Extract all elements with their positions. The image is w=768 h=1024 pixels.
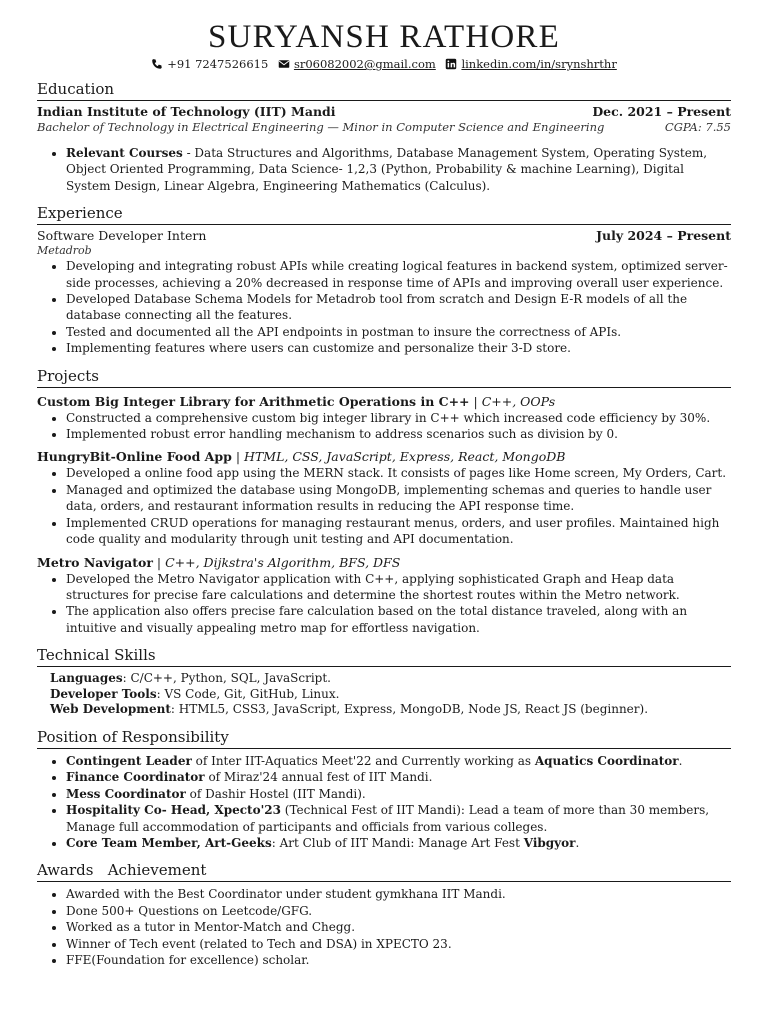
list-item (66, 802, 731, 835)
project-bullets (37, 410, 731, 443)
envelope-icon (278, 58, 290, 70)
education-heading: Education (37, 80, 731, 101)
skill-value: : VS Code, Git, GitHub, Linux. (156, 686, 340, 701)
project-sep: | (469, 393, 482, 409)
position-title-2: Aquatics Coordinator (534, 753, 679, 768)
list-item: • Done 500+ Questions on Leetcode/GFG. (66, 903, 731, 919)
position-text: of Miraz'24 annual fest of IIT Mandi. (204, 770, 433, 785)
list-item: • Worked as a tutor in Mentor-Match and Chegg. (66, 919, 731, 935)
responsibility-list (37, 753, 731, 851)
experience-heading: Experience (37, 204, 731, 225)
position-text: (Technical Fest of IIT Mandi): Lead a team of more than 30 members, Manage full accommodation of participants and officials from various colleges. (66, 803, 710, 834)
list-item: • Managed and optimized the database using MongoDB, implementing schemas and queries to handle user data, orders, and restaurant information results in reducing the API response time. (66, 482, 731, 515)
list-item: • Winner of Tech event (related to Tech and DSA) in XPECTO 23. (66, 936, 731, 952)
linkedin-icon (445, 58, 457, 70)
project-title (37, 393, 731, 410)
project-title (37, 554, 731, 571)
list-item (66, 786, 731, 802)
skill-label: Web Development (50, 702, 171, 717)
project-name: Custom Big Integer Library for Arithmetic Operations in C++ (37, 393, 470, 409)
project-tech: C++, OOPs (481, 393, 556, 409)
education-dates: Dec. 2021 – Present (592, 104, 731, 119)
phone-icon (151, 58, 163, 70)
education-row (37, 104, 731, 120)
experience-bullets (37, 258, 731, 356)
position-title: Mess Coordinator (66, 786, 186, 801)
position-title-2: Vibgyor (523, 835, 576, 850)
job-role: Software Developer Intern (37, 228, 207, 244)
list-item (66, 769, 731, 785)
list-item (66, 835, 731, 851)
position-text: : Art Club of IIT Mandi: Manage Art Fest (271, 835, 524, 850)
list-item: • Implemented robust error handling mechanism to address scenarios such as division by 0. (66, 426, 731, 442)
awards-heading: Awards Achievement (37, 861, 731, 882)
skill-line (37, 702, 731, 718)
list-item: • Implementing features where users can customize and personalize their 3-D store. (66, 340, 731, 356)
list-item (66, 145, 731, 194)
skill-label: Languages (50, 671, 123, 686)
degree-row (37, 120, 731, 135)
project-sep: | (152, 554, 166, 570)
project-bullets (37, 571, 731, 637)
list-item (66, 753, 731, 769)
position-text-2: . (575, 835, 580, 850)
candidate-name: SURYANSH RATHORE (207, 19, 561, 55)
list-item: • Tested and documented all the API endpoints in postman to insure the correctness of APIs. (66, 324, 731, 340)
list-item: • Developed a online food app using the MERN stack. It consists of pages like Home screen, My Orders, Cart. (66, 465, 731, 481)
position-title: Finance Coordinator (66, 770, 205, 785)
cgpa: CGPA: 7.55 (664, 120, 731, 134)
project-sep: | (231, 449, 245, 465)
projects-heading: Projects (37, 367, 731, 388)
project-tech: HTML, CSS, JavaScript, Express, React, MongoDB (244, 449, 566, 465)
experience-dates: July 2024 – Present (596, 228, 731, 244)
skill-value: : HTML5, CSS3, JavaScript, Express, MongoDB, Node JS, React JS (beginner). (170, 702, 649, 717)
list-item: • Developing and integrating robust APIs while creating logical features in backend system, optimized server-side processes, achieving a 20% decreased in response time of APIs and improving overall user experience. (66, 258, 731, 291)
courses-list (37, 145, 731, 194)
email-item[interactable] (278, 56, 436, 72)
position-title: Hospitality Co- Head, Xpecto'23 (66, 803, 281, 818)
position-title: Core Team Member, Art-Geeks (66, 835, 272, 850)
awards-list (37, 886, 731, 968)
skill-line (37, 671, 731, 687)
courses-label: Relevant Courses (66, 146, 183, 160)
institute-name: Indian Institute of Technology (IIT) Mandi (37, 104, 336, 119)
project-name: Metro Navigator (37, 554, 153, 570)
list-item: • Developed Database Schema Models for Metadrob tool from scratch and Design E-R models of all the database connecting all the features. (66, 291, 731, 324)
email-link[interactable]: sr06082002@gmail.com (293, 57, 436, 71)
list-item: • FFE(Foundation for excellence) scholar. (66, 952, 731, 968)
phone-number: +91 7247526615 (167, 57, 269, 71)
position-text-2: . (678, 753, 683, 768)
list-item: • Awarded with the Best Coordinator under student gymkhana IIT Mandi. (66, 886, 731, 902)
experience-row (37, 228, 731, 244)
company-name: Metadrob (37, 244, 92, 258)
degree-name: Bachelor of Technology in Electrical Engineering — Minor in Computer Science and Engineering (37, 120, 605, 134)
contact-line (37, 56, 731, 74)
position-text: of Inter IIT-Aquatics Meet'22 and Currently working as (191, 753, 535, 768)
list-item: • The application also offers precise fare calculation based on the total distance traveled, along with an intuitive and visually appealing metro map for effortless navigation. (66, 603, 731, 636)
position-text: of Dashir Hostel (IIT Mandi). (185, 786, 366, 801)
skills-heading: Technical Skills (37, 646, 731, 667)
responsibility-heading: Position of Responsibility (37, 728, 731, 749)
project-bullets (37, 465, 731, 547)
skill-label: Developer Tools (50, 686, 157, 701)
skill-line (37, 687, 731, 703)
project-tech: C++, Dijkstra's Algorithm, BFS, DFS (165, 554, 401, 570)
skill-value: : C/C++, Python, SQL, JavaScript. (122, 671, 331, 686)
list-item: • Constructed a comprehensive custom big integer library in C++ which increased code efficiency by 30%. (66, 410, 731, 426)
project-title (37, 448, 731, 465)
linkedin-item[interactable] (445, 56, 616, 72)
linkedin-link[interactable]: linkedin.com/in/srynshrthr (461, 57, 617, 71)
list-item: • Implemented CRUD operations for managing restaurant menus, orders, and user profiles. Maintained high code quality and modularity through unit testing and API documentation. (66, 515, 731, 548)
phone-item[interactable] (151, 56, 268, 72)
list-item: • Developed the Metro Navigator application with C++, applying sophisticated Graph and Heap data structures for precise fare calculations and determine the shortest routes within the Metro network. (66, 571, 731, 604)
position-title: Contingent Leader (66, 753, 192, 768)
project-name: HungryBit-Online Food App (37, 449, 232, 465)
courses-text: - Data Structures and Algorithms, Database Management System, Operating System, Object Oriented Programming, Data Science- 1,2,3 (Python, Probability & machine Learning), Digital System Design, Linear Algebra, Engineering Mathematics (Calculus). (66, 146, 708, 193)
